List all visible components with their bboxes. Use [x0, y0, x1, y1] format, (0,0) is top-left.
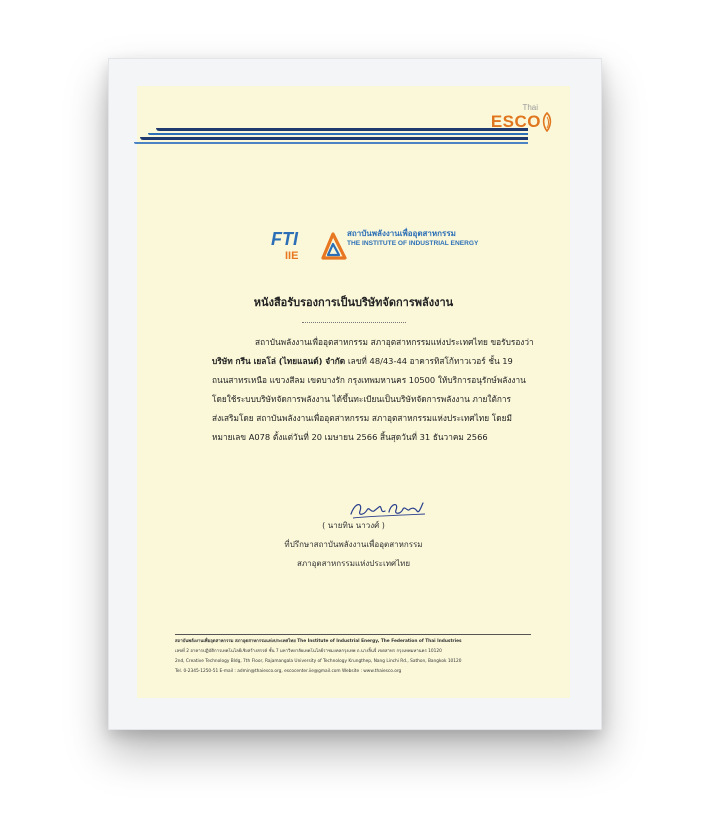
institute-name-thai: สถาบันพลังงานเพื่ออุตสาหกรรม — [347, 229, 456, 238]
svg-text:IIE: IIE — [285, 250, 299, 262]
fti-mark-icon — [271, 228, 347, 262]
signer-title: ที่ปรึกษาสถาบันพลังงานเพื่ออุตสาหกรรม — [284, 540, 423, 549]
footer-divider — [175, 634, 531, 635]
certificate-body — [212, 333, 557, 447]
institute-name-english: THE INSTITUTE OF INDUSTRIAL ENERGY — [347, 240, 479, 247]
certificate-paper — [137, 86, 570, 698]
body-line: ส่งเสริมโดย สถาบันพลังงานเพื่ออุตสาหกรรม สภาอุตสาหกรรมแห่งประเทศไทย โดยมี — [212, 413, 512, 423]
fti-iie-logo — [271, 228, 479, 264]
signer-organization: สภาอุตสาหกรรมแห่งประเทศไทย — [296, 559, 411, 568]
footer-org-line: สถาบันพลังงานเพื่ออุตสาหกรรม สภาอุตสาหกรรมแห่งประเทศไทย The Institute of Industrial Energy, The Federation of Thai Industries — [175, 639, 462, 644]
company-name: บริษัท กรีน เยลโล่ (ไทยแลนด์) จำกัด — [212, 356, 346, 366]
body-line: ถนนสาทรเหนือ แขวงสีลม เขตบางรัก กรุงเทพมหานคร 10500 ให้บริการอนุรักษ์พลังงาน — [212, 375, 526, 385]
footer-contact: Tel. 0-2345-1250-51 E-mail : admin@thaiesco.org, escocenter.iie@gmail.com Website : www.thaiesco.org — [175, 669, 402, 674]
svg-text:FTI: FTI — [271, 229, 298, 249]
footer-address-english: 2nd, Creative Technology Bldg, 7th Floor, Rajamangala University of Technology Krungthep, Nang Linchi Rd., Sathon, Bangkok 10120 — [175, 659, 462, 664]
body-line: สถาบันพลังงานเพื่ออุตสาหกรรม สภาอุตสาหกรรมแห่งประเทศไทย ขอรับรองว่า — [255, 337, 534, 347]
body-line: โดยใช้ระบบบริษัทจัดการพลังงาน ได้ขึ้นทะเบียนเป็นบริษัทจัดการพลังงาน ภายใต้การ — [212, 394, 511, 404]
thai-esco-logo — [491, 104, 552, 136]
leaf-icon — [542, 112, 552, 136]
title-divider — [302, 322, 406, 323]
esco-wordmark: ESCO — [490, 112, 541, 131]
body-line: หมายเลข A078 ตั้งแต่วันที่ 20 เมษายน 2566 สิ้นสุดวันที่ 31 ธันวาคม 2566 — [212, 432, 488, 442]
esco-small-label: Thai — [522, 103, 538, 112]
footer — [175, 637, 535, 677]
signer-block — [137, 516, 570, 573]
footer-address-thai: เลขที่ 2 อาคารปฏิบัติการเทคโนโลยีเชิงสร้างสรรค์ ชั้น 7 มหาวิทยาลัยเทคโนโลยีราชมงคลกรุงเทพ ถ.นางลิ้นจี่ เขตสาทร กรุงเทพมหานคร 10120 — [175, 649, 442, 654]
signer-name: ( นายทิน นาวงศ์ ) — [322, 521, 385, 530]
certificate-title: หนังสือรับรองการเป็นบริษัทจัดการพลังงาน — [253, 296, 454, 309]
body-line: บริษัท กรีน เยลโล่ (ไทยแลนด์) จำกัด เลขที่ 48/43-44 อาคารทิสโก้ทาวเวอร์ ชั้น 19 — [212, 356, 513, 366]
